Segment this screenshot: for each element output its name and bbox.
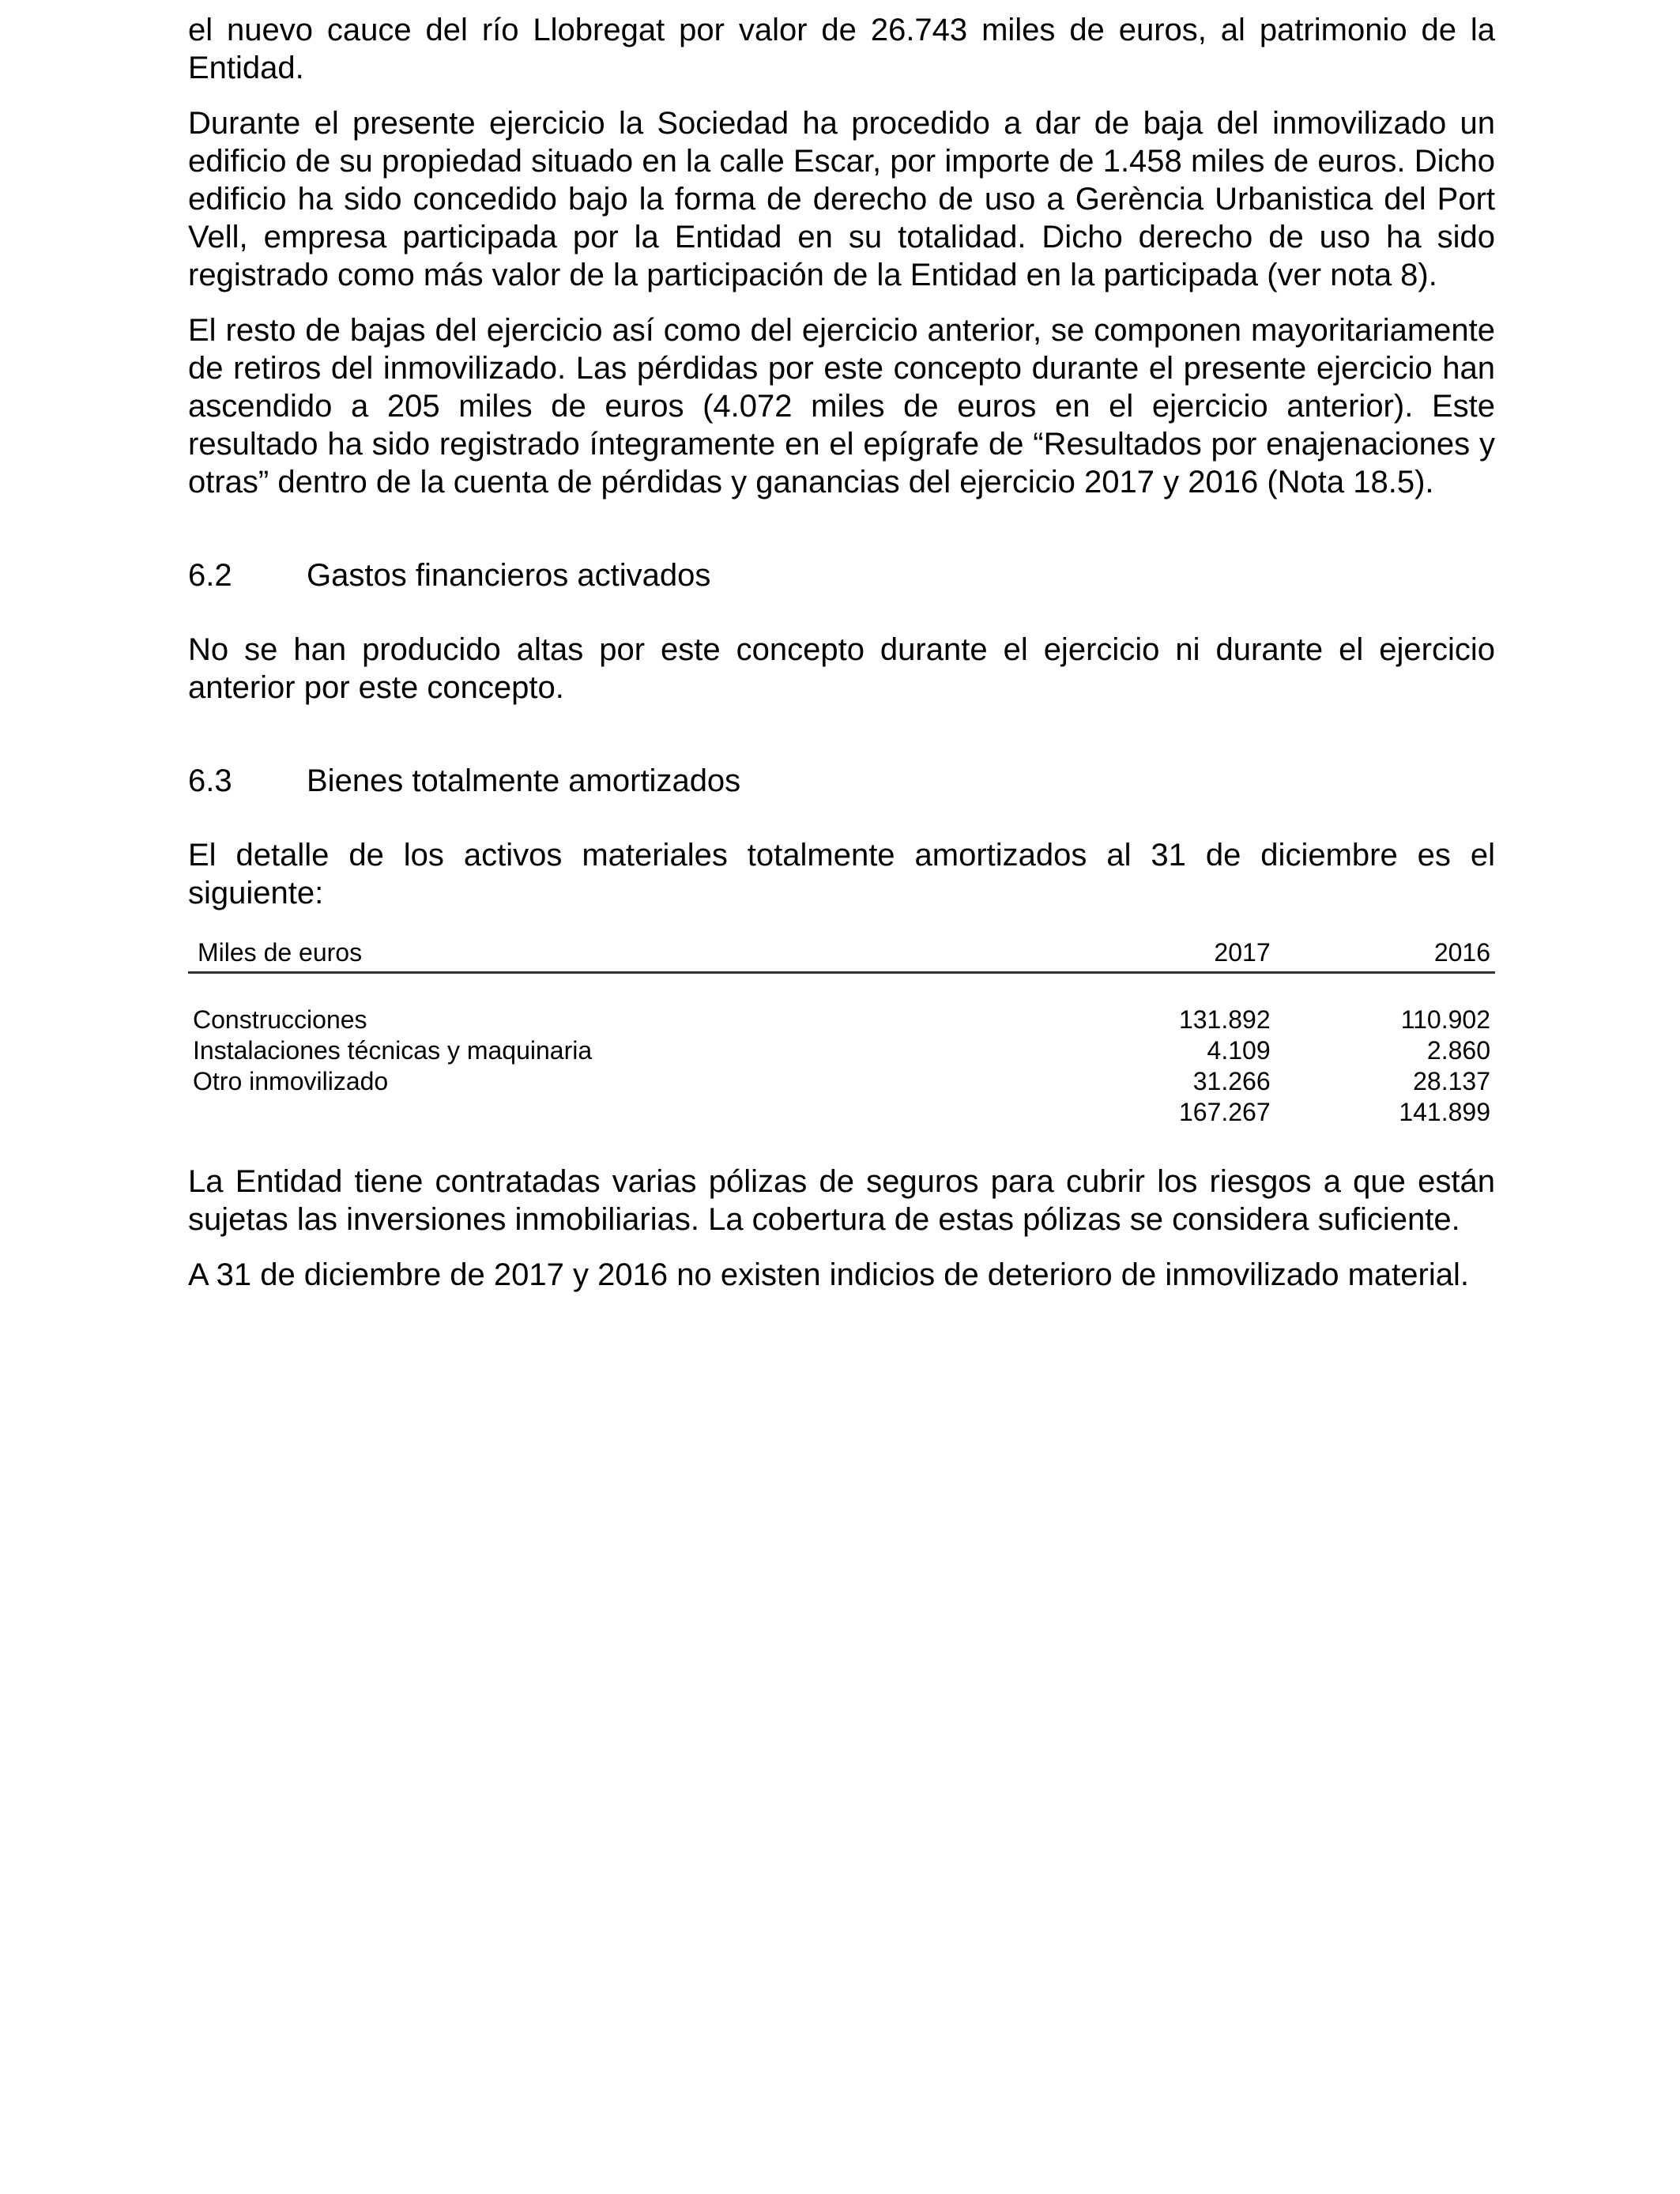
paragraph-baja-edificio: Durante el presente ejercicio la Sociedad ha procedido a dar de baja del inmovilizado un edificio de su propiedad situado en la calle Escar, por importe de 1.458 miles de euros. Dicho edificio ha sido concedido bajo la forma de derecho de uso a Gerència Urbanistica del Port Vell, empresa participada por la Entidad en su totalidad. Dicho derecho de uso ha sido registrado como más valor de la participación de la Entidad en la participada (ver nota 8).: [188, 106, 1495, 292]
row-value-2017: 4.109: [1207, 1035, 1271, 1065]
paragraph-llobregat: el nuevo cauce del río Llobregat por valor de 26.743 miles de euros, al patrimonio de la Entidad.: [188, 13, 1495, 85]
section-number: 6.2: [188, 558, 232, 593]
paragraph-detalle-activos: El detalle de los activos materiales totalmente amortizados al 31 de diciembre es el siguiente:: [188, 838, 1495, 910]
row-label: Otro inmovilizado: [193, 1066, 389, 1095]
row-label: [188, 1097, 1055, 1128]
table-header-2017: 2017: [1055, 937, 1275, 973]
section-title: Gastos financieros activados: [307, 558, 711, 593]
paragraph-gastos-financieros: No se han producido altas por este concepto durante el ejercicio ni durante el ejercicio anterior por este concepto.: [188, 632, 1495, 705]
document-page: [188, 0, 1495, 1294]
section-heading-6-3: [188, 762, 1495, 800]
table-header-label: Miles de euros: [188, 937, 1055, 973]
paragraph-polizas-seguros: La Entidad tiene contratadas varias pólizas de seguros para cubrir los riesgos a que están sujetas las inversiones inmobiliarias. La cobertura de estas pólizas se considera suficiente.: [188, 1163, 1495, 1237]
total-2016: 141.899: [1399, 1097, 1490, 1126]
table-header-2016: 2016: [1275, 937, 1495, 973]
row-label: Construcciones: [193, 1005, 367, 1034]
table-total-row: [188, 1097, 1495, 1128]
amortized-assets-table: [188, 937, 1495, 1128]
section-number: 6.3: [188, 763, 232, 798]
row-value-2016: 28.137: [1413, 1066, 1490, 1095]
table-row: [188, 1005, 1495, 1035]
section-title: Bienes totalmente amortizados: [307, 763, 741, 798]
row-value-2017: 31.266: [1192, 1066, 1271, 1095]
row-value-2017: 131.892: [1178, 1005, 1271, 1034]
paragraph-deterioro: A 31 de diciembre de 2017 y 2016 no existen indicios de deterioro de inmovilizado material.: [188, 1257, 1469, 1292]
table-row: [188, 1066, 1495, 1097]
total-2017: 167.267: [1178, 1097, 1271, 1126]
paragraph-resto-bajas: El resto de bajas del ejercicio así como del ejercicio anterior, se componen mayoritariamente de retiros del inmovilizado. Las pérdidas por este concepto durante el presente ejercicio han ascendido a 205 miles de euros (4.072 miles de euros en el ejercicio anterior). Este resultado ha sido registrado íntegramente en el epígrafe de “Resultados por enajenaciones y otras” dentro de la cuenta de pérdidas y ganancias del ejercicio 2017 y 2016 (Nota 18.5).: [188, 313, 1495, 499]
table-row: [188, 1035, 1495, 1066]
row-label: Instalaciones técnicas y maquinaria: [193, 1035, 593, 1065]
section-heading-6-2: [188, 556, 1495, 594]
row-value-2016: 2.860: [1426, 1035, 1490, 1065]
table-header-row: [188, 937, 1495, 973]
row-value-2016: 110.902: [1400, 1005, 1490, 1034]
